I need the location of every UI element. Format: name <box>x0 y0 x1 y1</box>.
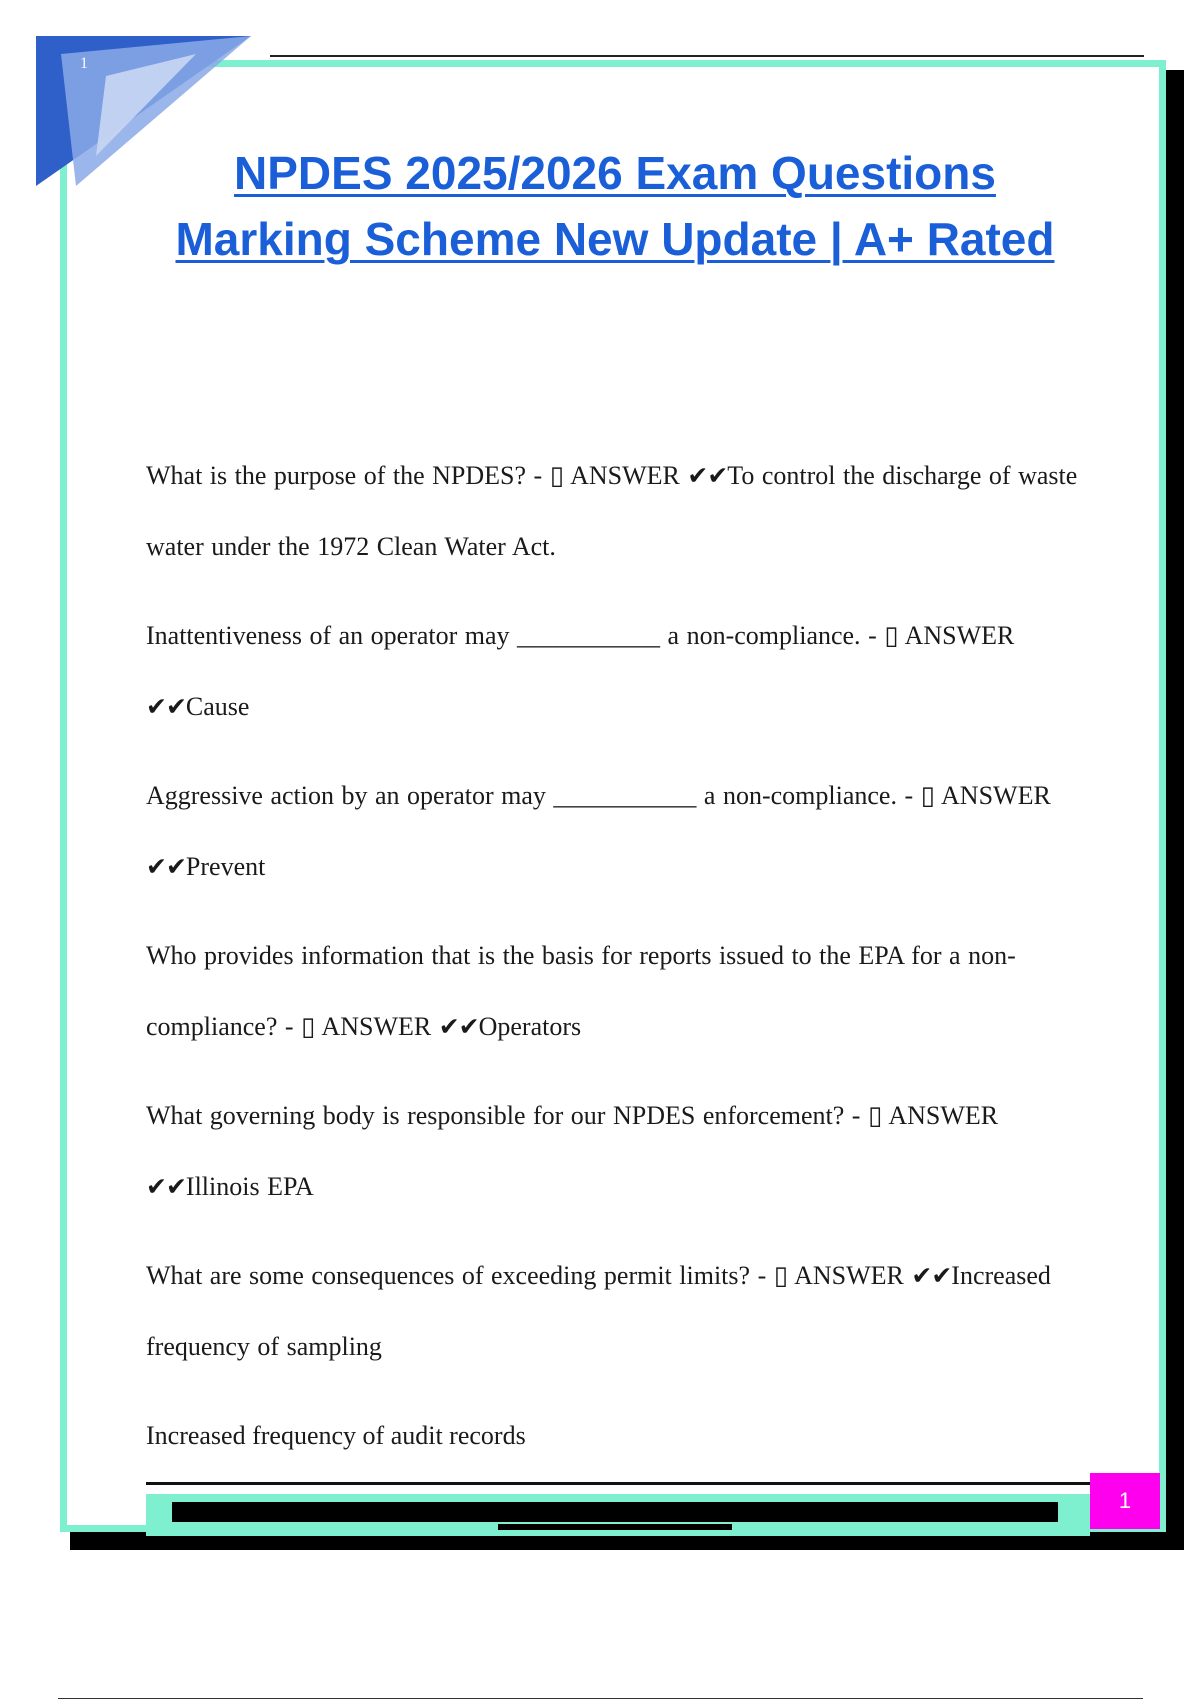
qa-item <box>146 1080 1096 1222</box>
answer-text: Illinois EPA <box>185 1172 314 1201</box>
answer-text: Prevent <box>185 852 266 881</box>
unknown-glyph-icon: ▯ <box>549 461 565 490</box>
unknown-glyph-icon: ▯ <box>301 1012 316 1041</box>
qa-item <box>146 760 1096 902</box>
unknown-glyph-icon: ▯ <box>920 781 935 810</box>
title-line-2: Marking Scheme New Update | A+ Rated <box>175 213 1055 265</box>
answer-label: ANSWER <box>882 1101 999 1130</box>
answer-label: ANSWER <box>934 781 1051 810</box>
answer-text: Operators <box>478 1012 582 1041</box>
bottom-rule <box>58 1698 1143 1699</box>
qa-item <box>146 440 1096 582</box>
answer-label: ANSWER <box>788 1261 912 1290</box>
question-text: Aggressive action by an operator may ___________ a non-compliance. <box>146 781 897 810</box>
question-text: Who provides information that is the basis for reports issued to the EPA for a non-compliance? <box>146 941 1016 1041</box>
qa-item <box>146 600 1096 742</box>
qa-item <box>146 920 1096 1062</box>
checkmark-icon: ✔✔ <box>146 1172 186 1201</box>
separator: - <box>844 1101 868 1130</box>
qa-list <box>146 440 1096 1471</box>
top-rule <box>270 55 1144 57</box>
page-number-badge: 1 <box>1090 1473 1160 1529</box>
checkmark-icon: ✔✔ <box>687 461 728 490</box>
question-text: What are some consequences of exceeding permit limits? <box>146 1261 751 1290</box>
footer-bar-inner <box>172 1502 1058 1522</box>
separator: - <box>526 461 550 490</box>
question-text: Inattentiveness of an operator may ___________ a non-compliance. <box>146 621 861 650</box>
separator: - <box>750 1261 774 1290</box>
answer-text: Cause <box>185 692 250 721</box>
document-title <box>120 140 1110 272</box>
unknown-glyph-icon: ▯ <box>867 1101 883 1130</box>
qa-item <box>146 1240 1096 1382</box>
separator: - <box>860 621 885 650</box>
answer-continuation: Increased frequency of audit records <box>146 1421 526 1450</box>
unknown-glyph-icon: ▯ <box>773 1261 789 1290</box>
footer-bar-accent <box>498 1524 732 1530</box>
checkmark-icon: ✔✔ <box>438 1012 479 1041</box>
checkmark-icon: ✔✔ <box>146 692 186 721</box>
question-text: What is the purpose of the NPDES? <box>146 461 527 490</box>
unknown-glyph-icon: ▯ <box>884 621 899 650</box>
answer-label: ANSWER <box>315 1012 439 1041</box>
corner-page-number: 1 <box>80 55 88 72</box>
separator: - <box>277 1012 302 1041</box>
footer-rule <box>146 1482 1090 1485</box>
answer-label: ANSWER <box>898 621 1015 650</box>
checkmark-icon: ✔✔ <box>146 852 186 881</box>
checkmark-icon: ✔✔ <box>911 1261 952 1290</box>
question-text: What governing body is responsible for our NPDES enforcement? <box>146 1101 845 1130</box>
answer-text: To control the discharge of waste water under the 1972 Clean Water Act. <box>146 461 1078 561</box>
separator: - <box>896 781 921 810</box>
title-line-1: NPDES 2025/2026 Exam Questions <box>234 147 996 199</box>
answer-text: Increased frequency of sampling <box>146 1261 1051 1361</box>
answer-label: ANSWER <box>564 461 688 490</box>
